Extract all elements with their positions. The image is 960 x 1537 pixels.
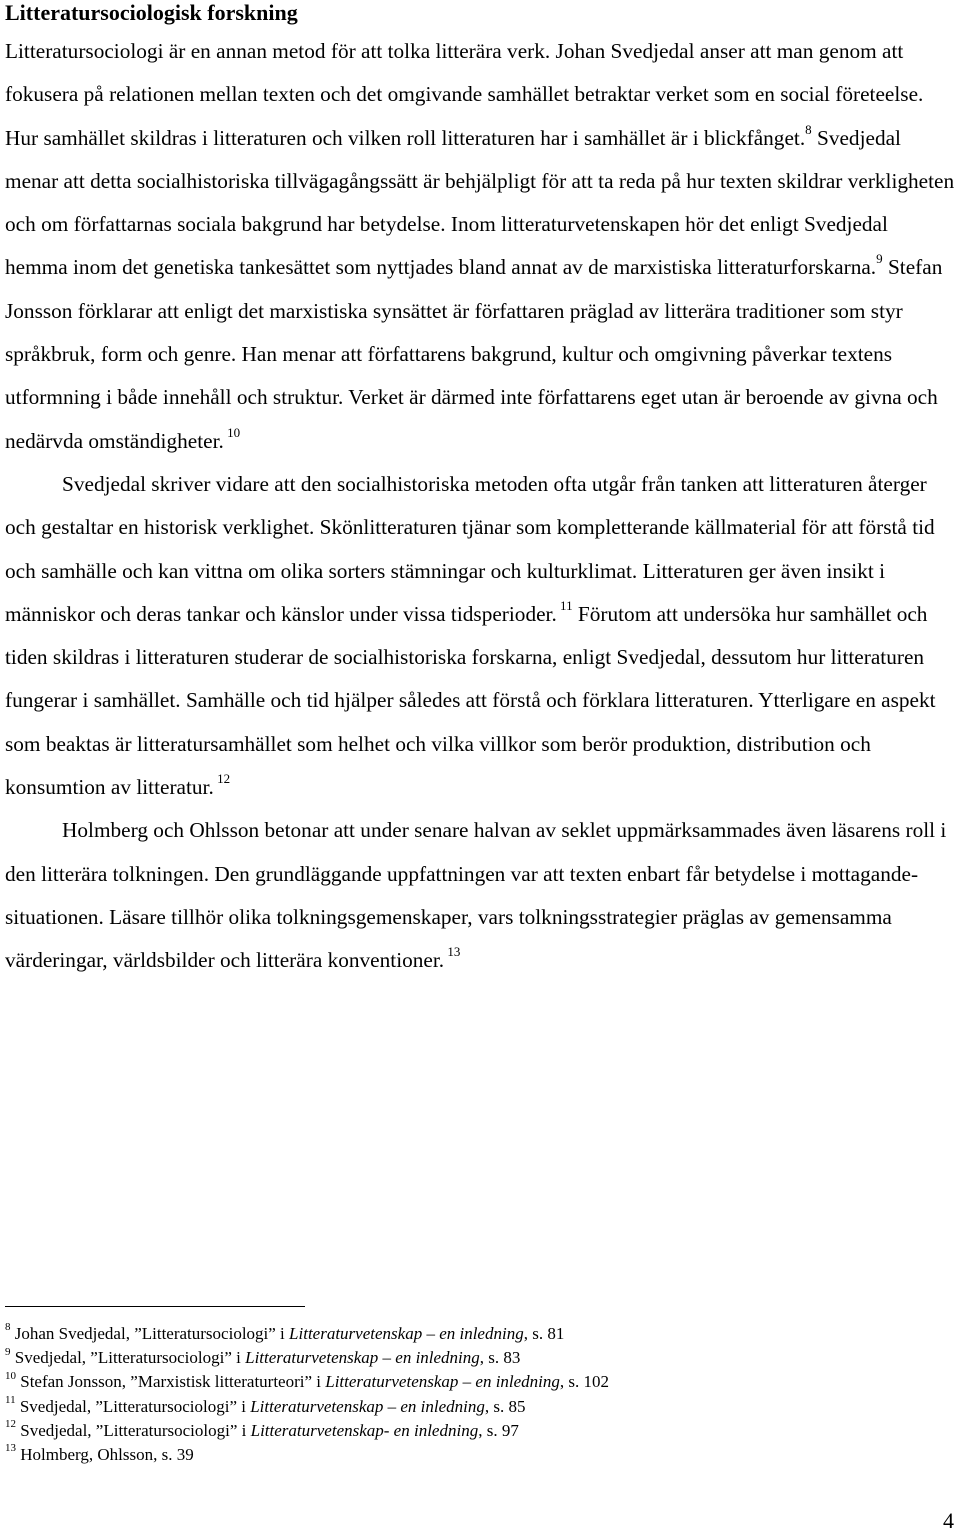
footnote-reference[interactable]: 13 [444,944,461,960]
footnote-work-title: Litteraturvetenskap – en inledning [289,1324,524,1343]
footnote-number: 12 [5,1418,16,1431]
footnote-work-title: Litteraturvetenskap- en inledning [250,1420,479,1440]
footnote-item [5,1370,955,1394]
footnote-number: 9 [5,1345,11,1358]
footnote-page-ref: , s. 102 [559,1372,610,1392]
footnote-number: 10 [5,1369,16,1382]
footnote-work-title: Litteraturvetenskap – en inledning [245,1348,480,1368]
footnote-page-ref: , s. 83 [479,1348,521,1368]
footnote-text: Svedjedal, ”Litteratursociologi” i [16,1420,251,1440]
footnote-text: Svedjedal, ”Litteratursociologi” i [10,1348,246,1368]
footnote-reference[interactable]: 11 [556,597,573,613]
footnote-number: 8 [5,1321,11,1334]
footnote-page-ref: , s. 85 [484,1396,526,1416]
footnote-work-title: Litteraturvetenskap – en inledning [250,1396,485,1416]
paragraph-text: Förutom att undersöka hur samhället och tiden skildras i litteraturen studerar de socialhistoriska forskarna, enligt Svedjedal, dessutom hur litteraturen fungerar i samhället. Samhälle och tid hjälper således att förstå och förklara litteraturen. Ytterligare en aspekt som beaktas är litteratursamhället som helhet och vilka villkor som berör produktion, distribution och konsumtion av litteratur. [5,601,936,800]
paragraph-text: Svedjedal skriver vidare att den socialhistoriska metoden ofta utgår från tanken att litteraturen återger och gestaltar en historisk verklighet. Skönlitteraturen tjänar som kompletterande källmaterial för att förstå tid och samhälle och kan vittna om olika sorters stämningar och kulturklimat. Litteraturen ger även insikt i människor och deras tankar och känslor under vissa tidsperioder. [5,471,935,626]
page-number: 4 [943,1508,954,1533]
paragraph-1 [5,30,955,463]
body-text [5,30,955,983]
footnote-item [5,1395,955,1419]
footnote-text: Johan Svedjedal, ”Litteratursociologi” i [10,1324,290,1343]
footnote-number: 11 [5,1393,16,1406]
footnote-text: Svedjedal, ”Litteratursociologi” i [15,1396,251,1416]
footnote-reference[interactable]: 10 [223,424,241,440]
footnote-number: 13 [5,1442,16,1455]
footnote-reference[interactable]: 12 [213,770,231,786]
section-heading: Litteratursociologisk forskning [5,0,298,25]
paragraph-text: Stefan Jonsson förklarar att enligt det marxistiska synsättet är författaren präglad av litterära traditioner som styr språkbruk, form och genre. Han menar att författarens bakgrund, kultur och omgivning påverkar textens utformning i både innehåll och struktur. Verket är därmed inte författarens eget utan är beroende av givna och nedärvda omständigheter. [5,255,943,453]
footnote-item [5,1419,955,1443]
footnote-page-ref: , s. 81 [523,1324,565,1343]
footnote-item [5,1346,955,1370]
footnote-reference[interactable]: 8 [805,121,812,137]
footnote-text: Holmberg, Ohlsson, s. 39 [16,1445,194,1465]
footnote-page-ref: , s. 97 [478,1420,519,1440]
footnote-text: Stefan Jonsson, ”Marxistisk litteraturteori” i [16,1372,326,1392]
footnote-item [5,1322,955,1346]
footnotes [5,1322,955,1467]
paragraph-text: Litteratursociologi är en annan metod för att tolka litterära verk. Johan Svedjedal anser att man genom att fokusera på relationen mellan texten och det omgivande samhället betraktar verket som en social företeelse. Hur samhället skildras i litteraturen och vilken roll litteraturen har i samhället är i blickfånget. [5,39,924,150]
paragraph-text: Holmberg och Ohlsson betonar att under senare halvan av seklet uppmärksammades även läsarens roll i den litterära tolkningen. Den grundläggande uppfattningen var att texten enbart får betydelse i mottagande-situationen. Läsare tillhör olika tolkningsgemenskaper, vars tolkningsstrategier präglas av gemensamma värderingar, världsbilder och litterära konventioner. [5,818,947,973]
paragraph-text: Svedjedal menar att detta socialhistoriska tillvägagångssätt är behjälpligt för att ta reda på hur texten skildrar verkligheten och om författarnas sociala bakgrund har betydelse. Inom litteraturvetenskapen hör det enligt Svedjedal hemma inom det genetiska tankesättet som nyttjades bland annat av de marxistiska litteraturforskarna. [5,125,955,280]
footnote-separator [5,1306,305,1307]
footnote-item [5,1443,955,1467]
footnote-reference[interactable]: 9 [876,251,883,267]
footnote-work-title: Litteraturvetenskap – en inledning [325,1372,560,1392]
paragraph-2 [5,463,955,809]
paragraph-3 [5,809,955,982]
